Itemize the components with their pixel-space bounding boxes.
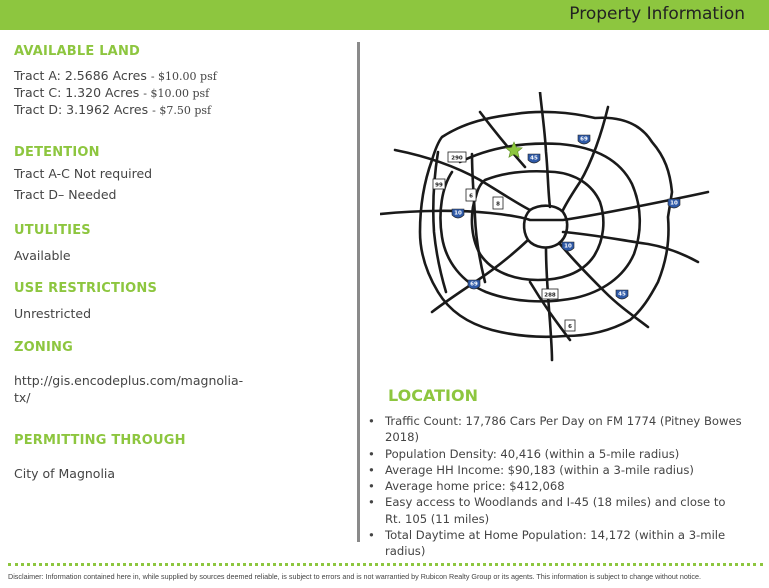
footer-disclaimer: Disclaimer: Information contained here in, while supplied by sources deemed reliable, is subject to errors and is not warrantied by Rubicon Realty Group or its agents. This information is subject to change without notice. [8,572,702,581]
sh288-road [546,248,552,360]
detention-line-1: Tract A-C Not required [14,166,153,181]
bullet-icon: • [368,479,375,494]
shield-label: 69 [470,281,478,288]
bullet-icon: • [368,414,375,428]
location-bullet-list [368,413,768,560]
shield-6-south [565,320,575,331]
tract-c-label: Tract C: 1.320 Acres [14,85,144,100]
bullet-text-line: Average HH Income: $90,183 (within a 3-mile radius) [385,462,694,477]
beltway-road [440,144,639,302]
header-bar [0,0,769,30]
zoning-link-line-1[interactable]: http://gis.encodeplus.com/magnolia- [14,373,244,388]
shield-label: 288 [544,292,556,299]
tract-d-price: - $7.50 psf [152,104,212,117]
shield-69-south [468,280,480,289]
shield-label: 45 [530,155,538,162]
shield-label: 10 [670,200,678,207]
location-heading: LOCATION [388,386,478,405]
shield-label: 45 [618,291,626,298]
shield-label: 8 [496,201,500,208]
shield-6 [466,189,476,201]
bullet-text-line: Average home price: $412,068 [385,479,565,494]
bullet-icon: • [368,528,375,543]
bullet-text-line: Traffic Count: 17,786 Cars Per Day on FM 1774 (Pitney Bowes [385,414,742,428]
us59-ne-road [563,107,608,210]
map-highways [380,92,708,360]
bullet-text-line: Easy access to Woodlands and I-45 (18 miles) and close to [385,495,726,510]
tract-c-line [14,85,209,100]
nw-diagonal-road [480,112,525,167]
zoning-link-line-2[interactable]: tx/ [14,390,31,405]
shield-label: 99 [435,182,443,189]
detention-line-2: Tract D– Needed [14,187,117,202]
list-item [368,413,768,446]
use-restrictions-heading: USE RESTRICTIONS [14,281,158,296]
utilities-heading: UTULITIES [14,223,91,238]
shield-45-north [528,154,540,163]
sh6-road [472,154,485,282]
list-item [368,527,768,560]
tract-c-price: - $10.00 psf [143,87,210,100]
shield-label: 6 [568,324,572,330]
shield-10-west [452,209,464,218]
shield-8 [493,197,503,209]
area-map [380,92,710,372]
page-title: Property Information [569,4,745,24]
zoning-heading: ZONING [14,340,73,355]
bullet-icon: • [368,446,375,461]
bullet-text-line: Population Density: 40,416 (within a 5-mile radius) [385,446,680,461]
bullet-text-line: Rt. 105 (11 miles) [385,511,490,526]
footer-dotted-divider [8,563,763,566]
shield-288 [542,289,558,299]
tract-d-label: Tract D: 3.1962 Acres [14,102,149,117]
tract-a-line [14,68,217,83]
shield-45-south [616,290,628,299]
shield-69-north [578,135,590,144]
list-item [368,446,768,462]
available-land-heading: AVAILABLE LAND [14,44,141,59]
use-restrictions-value: Unrestricted [14,306,92,321]
list-item [368,478,768,494]
downtown-road [524,206,567,248]
bullet-text-line: Total Daytime at Home Population: 14,172 (within a 3-mile radius) [385,528,726,559]
shield-99 [433,179,445,189]
shield-10-center [562,242,574,251]
list-item [368,494,768,527]
detention-heading: DETENTION [14,145,100,160]
i45-north-road [540,92,550,207]
shield-label: 290 [451,155,463,162]
sh225-road [563,232,698,262]
list-item [368,462,768,478]
utilities-value: Available [14,248,71,263]
shield-label: 10 [564,243,572,250]
shield-10-east [668,199,680,208]
tract-a-label: Tract A: 2.5686 Acres [14,68,147,83]
permitting-value: City of Magnolia [14,466,116,481]
shield-290 [448,152,466,162]
bullet-icon: • [368,462,375,477]
shield-label: 69 [580,136,588,143]
shield-label: 6 [469,193,473,200]
tract-d-line [14,102,211,117]
permitting-heading: PERMITTING THROUGH [14,433,186,448]
tract-a-price: - $10.00 psf [150,70,217,83]
column-divider [357,42,360,542]
shield-label: 10 [454,210,462,217]
bullet-icon: • [368,495,375,510]
bullet-text-line: 2018) [385,430,420,445]
